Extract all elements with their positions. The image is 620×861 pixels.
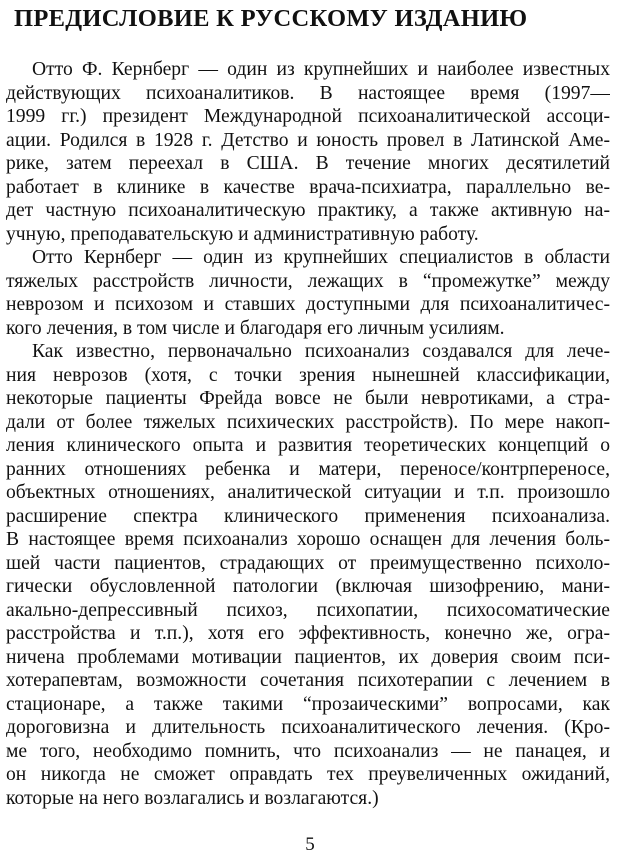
text-line: учную, преподавательскую и административную работу. — [6, 223, 479, 245]
text-line: ления клинического опыта и развития теоретических концепций о — [6, 435, 610, 456]
text-line: В настоящее время психоанализ хорошо оснащен для лечения боль- — [6, 529, 610, 550]
text-line: шей части пациентов, страдающих от преимущественно психоло- — [6, 552, 610, 574]
text-line: ния неврозов (хотя, с точки зрения нынешней классификации, — [6, 364, 610, 386]
paragraph-1 — [6, 58, 610, 246]
text-line: Отто Кернберг — один из крупнейших специалистов в области — [32, 247, 610, 268]
paragraph-2 — [6, 246, 610, 340]
text-line: ме того, необходимо помнить, что психоанализ — не панацея, и — [6, 740, 610, 762]
body-text — [6, 58, 610, 810]
text-line: дали от более тяжелых психических расстройств). По мере накоп- — [6, 411, 610, 433]
text-line: рике, затем переехал в США. В течение многих десятилетий — [6, 153, 610, 174]
text-line: работает в клинике в качестве врача-психиатра, параллельно ве- — [6, 176, 610, 198]
text-line: дет частную психоаналитическую практику, а также активную на- — [6, 200, 610, 221]
text-line: кого лечения, в том числе и благодаря его личным усилиям. — [6, 317, 505, 339]
text-line: ничена проблемами мотивации пациентов, их доверия своим пси- — [6, 646, 610, 668]
text-line: гически обусловленной патологии (включая шизофрению, мани- — [6, 576, 610, 597]
text-line: акально-депрессивный психоз, психопатии, психосоматические — [6, 599, 610, 621]
text-line: Как известно, первоначально психоанализ создавался для лече- — [32, 341, 610, 362]
text-line: хотерапевтам, возможности сочетания психотерапии с лечением в — [6, 670, 610, 691]
text-line: ации. Родился в 1928 г. Детство и юность провел в Латинской Аме- — [6, 129, 610, 151]
text-line: дороговизна и длительность психоаналитического лечения. (Кро- — [6, 717, 610, 738]
text-line: Отто Ф. Кернберг — один из крупнейших и наиболее известных — [32, 59, 610, 80]
text-line: тяжелых расстройств личности, лежащих в “промежутке” между — [6, 270, 610, 292]
text-line: действующих психоаналитиков. В настоящее время (1997— — [6, 82, 610, 104]
text-line: расстройства и т.п.), хотя его эффективность, конечно же, огра- — [6, 623, 610, 644]
text-line: объектных отношениях, аналитической ситуации и т.п. произошло — [6, 482, 610, 503]
page-number: 5 — [305, 834, 315, 855]
text-line: расширение спектра клинического применения психоанализа. — [6, 505, 610, 527]
text-line: он никогда не сможет оправдать тех преувеличенных ожиданий, — [6, 764, 610, 785]
text-line: некоторые пациенты Фрейда вовсе не были невротиками, а стра- — [6, 388, 610, 409]
text-line: 1999 гг.) президент Международной психоаналитической ассоци- — [6, 106, 610, 127]
chapter-title: ПРЕДИСЛОВИЕ К РУССКОМУ ИЗДАНИЮ — [14, 5, 528, 32]
text-line: которые на него возлагались и возлагаются.) — [6, 787, 379, 809]
paragraph-3 — [6, 340, 610, 810]
text-line: стационаре, а также такими “прозаическими” вопросами, как — [6, 693, 610, 715]
text-line: ранних отношениях ребенка и матери, переносе/контрпереносе, — [6, 458, 610, 480]
text-line: неврозом и психозом и ставших доступными для психоаналитичес- — [6, 294, 610, 315]
